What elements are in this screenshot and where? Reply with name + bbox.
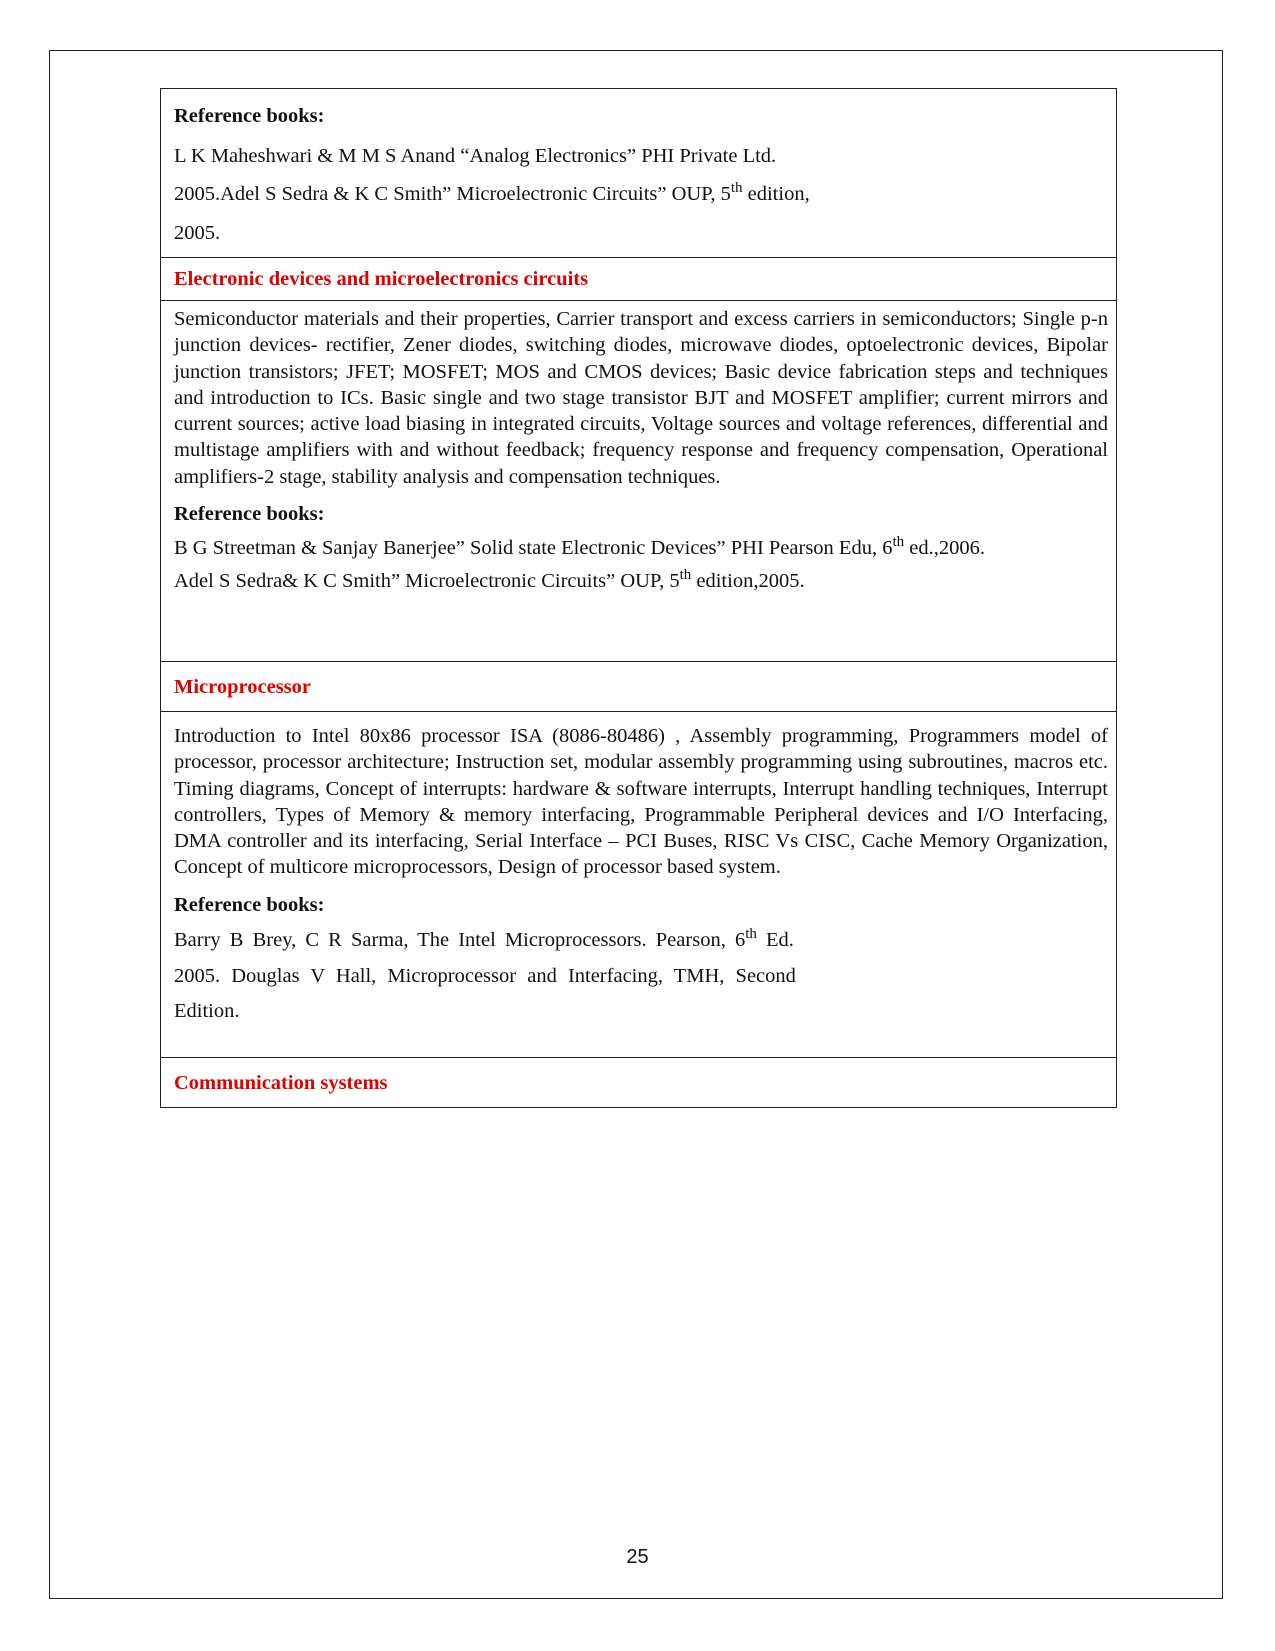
reference-books-heading: Reference books: bbox=[174, 503, 325, 526]
reference-line: Edition. bbox=[174, 999, 240, 1022]
section-heading-electronic-devices: Electronic devices and microelectronics circuits bbox=[161, 258, 1116, 301]
reference-books-block bbox=[161, 89, 1116, 258]
reference-line: 2005. Douglas V Hall, Microprocessor and Interfacing, TMH, Second bbox=[174, 964, 796, 987]
reference-line: B G Streetman & Sanjay Banerjee” Solid state Electronic Devices” PHI Pearson Edu, 6th ed.,2006. bbox=[174, 534, 985, 560]
section-heading-communication-systems: Communication systems bbox=[174, 1071, 388, 1094]
reference-line: Barry B Brey, C R Sarma, The Intel Microprocessors. Pearson, 6th Ed. bbox=[174, 925, 794, 951]
reference-books-heading: Reference books: bbox=[174, 105, 325, 127]
reference-line: 2005. bbox=[174, 222, 221, 244]
syllabus-table bbox=[160, 88, 1117, 1108]
reference-line: 2005.Adel S Sedra & K C Smith” Microelectronic Circuits” OUP, 5th edition, bbox=[174, 180, 810, 205]
reference-line: L K Maheshwari & M M S Anand “Analog Electronics” PHI Private Ltd. bbox=[174, 145, 777, 167]
reference-books-heading: Reference books: bbox=[174, 893, 325, 916]
section-heading-microprocessor: Microprocessor bbox=[161, 662, 1116, 712]
page-number: 25 bbox=[626, 1546, 649, 1568]
section-body-electronic-devices bbox=[161, 301, 1116, 662]
section-description: Introduction to Intel 80x86 processor ISA (8086-80486) , Assembly programming, Programmers model of processor, processor architecture; Instruction set, modular assembly programming using subroutines, macros etc. Timing diagrams, Concept of interrupts: hardware & software interrupts, Interrupt handling techniques, Interrupt controllers, Types of Memory & memory interfacing, Programmable Peripheral devices and I/O Interfacing, DMA controller and its interfacing, Serial Interface – PCI Buses, RISC Vs CISC, Cache Memory Organization, Concept of multicore microprocessors, Design of processor based system. bbox=[174, 725, 1108, 879]
section-body-microprocessor bbox=[161, 712, 1116, 1058]
section-description: Semiconductor materials and their properties, Carrier transport and excess carriers in semiconductors; Single p-n junction devices- rectifier, Zener diodes, switching diodes, microwave diodes, optoelectronic devices, Bipolar junction transistors; JFET; MOSFET; MOS and CMOS devices; Basic device fabrication steps and techniques and introduction to ICs. Basic single and two stage transistor BJT and MOSFET amplifier; current mirrors and current sources; active load biasing in integrated circuits, Voltage sources and voltage references, differential and multistage amplifiers with and without feedback; frequency response and frequency compensation, Operational amplifiers-2 stage, stability analysis and compensation techniques. bbox=[174, 308, 1108, 488]
reference-line: Adel S Sedra& K C Smith” Microelectronic Circuits” OUP, 5th edition,2005. bbox=[174, 567, 805, 593]
